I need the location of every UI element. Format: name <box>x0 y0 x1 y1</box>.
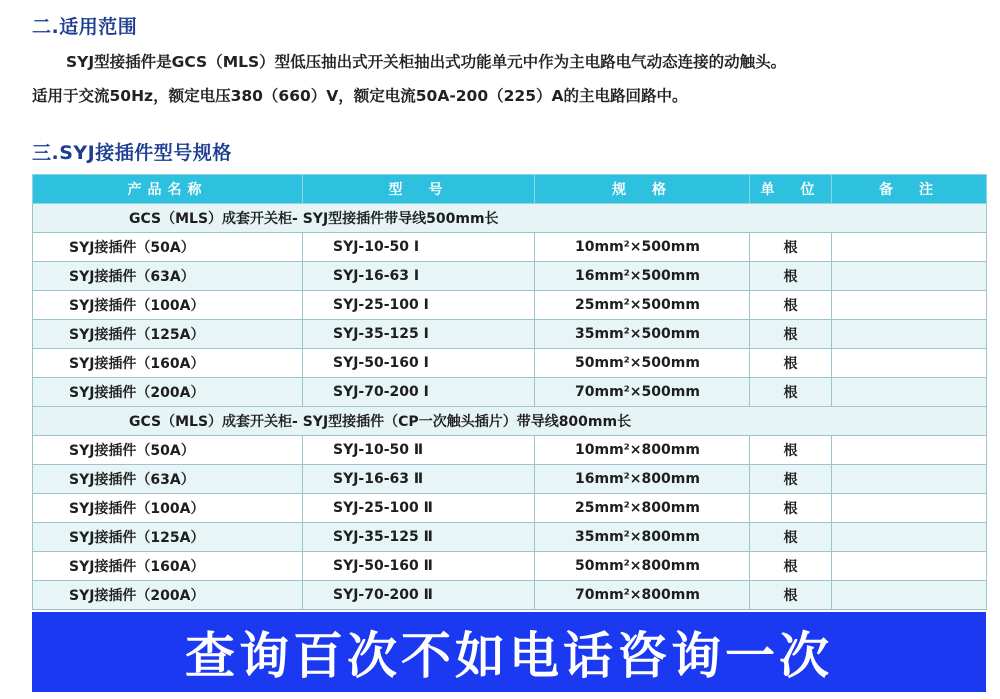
cell-model: SYJ-50-160 Ⅰ <box>303 349 535 378</box>
cell-spec: 70mm²×800mm <box>535 581 750 610</box>
cell-spec: 50mm²×800mm <box>535 552 750 581</box>
cell-product-name: SYJ接插件（160A） <box>33 349 303 378</box>
table-group-row <box>33 204 987 233</box>
cell-note <box>832 291 987 320</box>
cell-product-name: SYJ接插件（50A） <box>33 436 303 465</box>
cell-spec: 16mm²×500mm <box>535 262 750 291</box>
cell-unit: 根 <box>750 262 832 291</box>
cell-note <box>832 349 987 378</box>
cell-note <box>832 320 987 349</box>
cell-spec: 35mm²×500mm <box>535 320 750 349</box>
section-2-line-2: 适用于交流50Hz，额定电压380（660）V，额定电流50A-200（225）A的主电路回路中。 <box>32 87 688 105</box>
cell-product-name: SYJ接插件（125A） <box>33 320 303 349</box>
cell-model: SYJ-10-50 Ⅱ <box>303 436 535 465</box>
cell-product-name: SYJ接插件（50A） <box>33 233 303 262</box>
table-row <box>33 552 987 581</box>
cell-product-name: SYJ接插件（125A） <box>33 523 303 552</box>
group-title: GCS（MLS）成套开关柜- SYJ型接插件（CP一次触头插片）带导线800mm长 <box>33 407 987 436</box>
header-product-name: 产品名称 <box>33 175 303 204</box>
cell-unit: 根 <box>750 523 832 552</box>
header-unit: 单 位 <box>750 175 832 204</box>
table-row <box>33 494 987 523</box>
table-row <box>33 436 987 465</box>
cell-spec: 10mm²×500mm <box>535 233 750 262</box>
cell-unit: 根 <box>750 494 832 523</box>
cell-unit: 根 <box>750 349 832 378</box>
cell-note <box>832 465 987 494</box>
cell-model: SYJ-25-100 Ⅱ <box>303 494 535 523</box>
header-spec: 规 格 <box>535 175 750 204</box>
spec-table <box>32 174 987 610</box>
section-2-line-1: SYJ型接插件是GCS（MLS）型低压抽出式开关柜抽出式功能单元中作为主电路电气动态连接的动触头。 <box>66 53 787 71</box>
cell-spec: 35mm²×800mm <box>535 523 750 552</box>
cell-unit: 根 <box>750 436 832 465</box>
cell-model: SYJ-35-125 Ⅱ <box>303 523 535 552</box>
cell-spec: 25mm²×500mm <box>535 291 750 320</box>
section-3-title: 三.SYJ接插件型号规格 <box>32 142 232 164</box>
cell-product-name: SYJ接插件（63A） <box>33 262 303 291</box>
cell-note <box>832 552 987 581</box>
cell-model: SYJ-16-63 Ⅱ <box>303 465 535 494</box>
header-note: 备 注 <box>832 175 987 204</box>
cell-unit: 根 <box>750 233 832 262</box>
cell-unit: 根 <box>750 378 832 407</box>
cell-spec: 10mm²×800mm <box>535 436 750 465</box>
cell-model: SYJ-35-125 Ⅰ <box>303 320 535 349</box>
table-row <box>33 523 987 552</box>
cell-note <box>832 436 987 465</box>
cell-unit: 根 <box>750 552 832 581</box>
cell-note <box>832 494 987 523</box>
cell-spec: 16mm²×800mm <box>535 465 750 494</box>
cell-model: SYJ-70-200 Ⅰ <box>303 378 535 407</box>
cell-model: SYJ-25-100 Ⅰ <box>303 291 535 320</box>
table-row <box>33 262 987 291</box>
cell-unit: 根 <box>750 465 832 494</box>
cell-model: SYJ-50-160 Ⅱ <box>303 552 535 581</box>
table-row <box>33 233 987 262</box>
table-row <box>33 465 987 494</box>
cell-note <box>832 378 987 407</box>
cell-product-name: SYJ接插件（100A） <box>33 291 303 320</box>
cell-model: SYJ-70-200 Ⅱ <box>303 581 535 610</box>
hotline-banner: 查询百次不如电话咨询一次 <box>32 612 986 692</box>
table-row <box>33 320 987 349</box>
cell-model: SYJ-10-50 Ⅰ <box>303 233 535 262</box>
cell-product-name: SYJ接插件（200A） <box>33 581 303 610</box>
cell-spec: 50mm²×500mm <box>535 349 750 378</box>
table-row <box>33 581 987 610</box>
table-header-row <box>33 175 987 204</box>
table-group-row <box>33 407 987 436</box>
cell-product-name: SYJ接插件（63A） <box>33 465 303 494</box>
cell-unit: 根 <box>750 291 832 320</box>
cell-unit: 根 <box>750 320 832 349</box>
header-model: 型 号 <box>303 175 535 204</box>
cell-note <box>832 262 987 291</box>
table-row <box>33 378 987 407</box>
table-body <box>33 204 987 610</box>
cell-note <box>832 523 987 552</box>
cell-product-name: SYJ接插件（100A） <box>33 494 303 523</box>
cell-spec: 70mm²×500mm <box>535 378 750 407</box>
table-row <box>33 291 987 320</box>
table-row <box>33 349 987 378</box>
cell-note <box>832 581 987 610</box>
cell-unit: 根 <box>750 581 832 610</box>
cell-spec: 25mm²×800mm <box>535 494 750 523</box>
cell-product-name: SYJ接插件（160A） <box>33 552 303 581</box>
cell-note <box>832 233 987 262</box>
cell-product-name: SYJ接插件（200A） <box>33 378 303 407</box>
cell-model: SYJ-16-63 Ⅰ <box>303 262 535 291</box>
group-title: GCS（MLS）成套开关柜- SYJ型接插件带导线500mm长 <box>33 204 987 233</box>
section-2-title: 二.适用范围 <box>32 16 138 38</box>
